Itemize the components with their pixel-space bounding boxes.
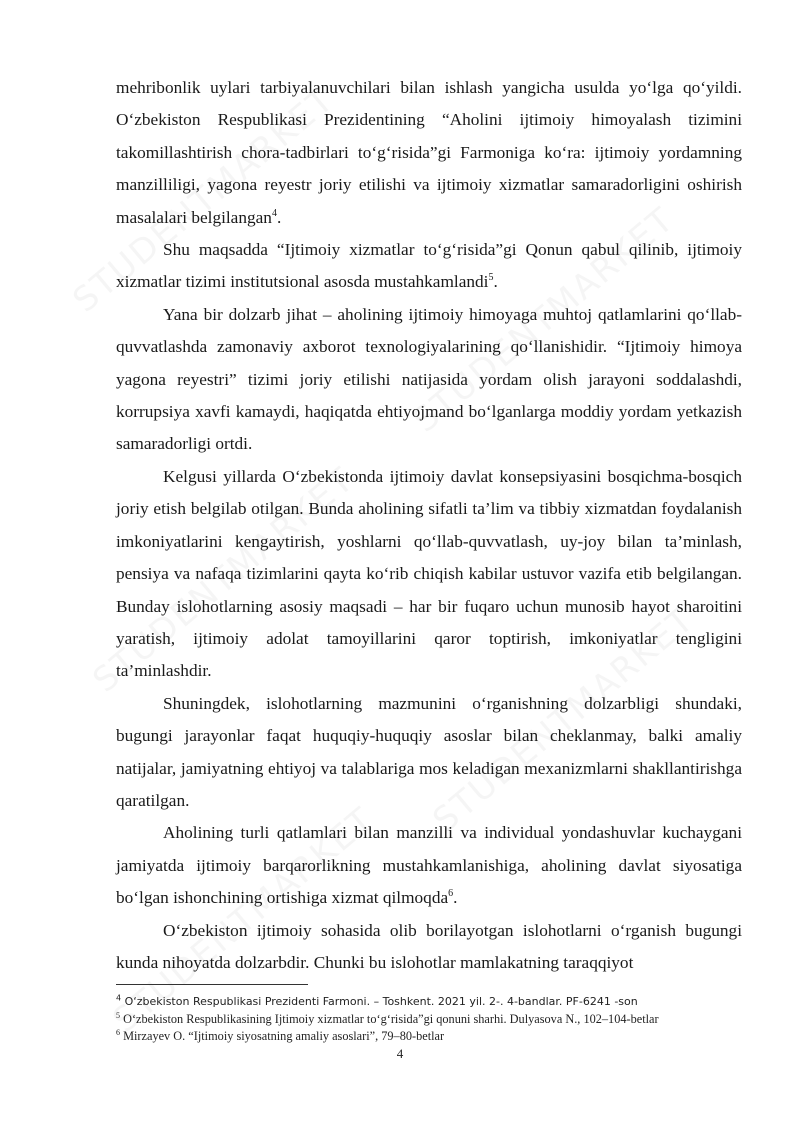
- footnote-separator: [116, 984, 308, 985]
- footnote-number: 4: [116, 993, 122, 1003]
- paragraph-text: Yana bir dolzarb jihat – aholining ijtimoiy himoyaga muhtoj qatlamlarini qo‘llab-quvvatlashda zamonaviy axborot texnologiyalarining qo‘llanishidir. “Ijtimoiy himoya yagona reyestri” tizimi joriy etilishi natijasida yordam olish jarayoni soddalashdi, korrupsiya xavfi kamaydi, haqiqatda ehtiyojmand bo‘lganlarga moddiy yordam yetkazish samaradorligi ortdi.: [116, 304, 742, 454]
- paragraph: [116, 234, 742, 299]
- paragraph-end: .: [453, 888, 458, 908]
- footnote-text: O‘zbekiston Respublikasining Ijtimoiy xizmatlar to‘g‘risida”gi qonuni sharhi. Dulyasova N., 102–104-betlar: [123, 1011, 659, 1026]
- footnote-text: O‘zbekiston Respublikasi Prezidenti Farmoni. – Toshkent. 2021 yil. 2-. 4-bandlar. PF-6241 -son: [124, 995, 638, 1008]
- paragraph: [116, 461, 742, 688]
- footnote-text: Mirzayev O. “Ijtimoiy siyosatning amaliy asoslari”, 79–80-betlar: [123, 1029, 445, 1043]
- paragraph-text: Kelgusi yillarda O‘zbekistonda ijtimoiy davlat konsepsiyasini bosqichma-bosqich joriy etish belgilab otilgan. Bunda aholining sifatli ta’lim va tibbiy xizmatdan foydalanish imkoniyatlarini kengaytirish, yoshlarni qo‘llab-quvvatlash, uy-joy bilan ta’minlash, pensiya va nafaqa tizimlarini qayta ko‘rib chiqish kabilar ustuvor vazifa etib belgilangan. Bunday islohotlarning asosiy maqsadi – har bir fuqaro uchun munosib hayot sharoitini yaratish, ijtimoiy adolat tamoyillarini qaror toptirish, imkoniyatlar tengligini ta’minlashdir.: [116, 466, 742, 681]
- paragraph: [116, 688, 742, 818]
- paragraph: [116, 72, 742, 234]
- paragraph-end: .: [276, 207, 282, 227]
- footnote: [116, 1028, 756, 1046]
- body-text: [116, 72, 742, 979]
- footnote-ref[interactable]: 5: [488, 272, 494, 284]
- paragraph-text: Shu maqsadda “Ijtimoiy xizmatlar to‘g‘risida”gi Qonun qabul qilinib, ijtimoiy xizmatlar tizimi institutsional asosda mustahkamlandi: [116, 240, 742, 292]
- paragraph-text: mehribonlik uylari tarbiyalanuvchilari bilan ishlash yangicha usulda yo‘lga qo‘yildi. O‘zbekiston Respublikasi Prezidentining “Aholini ijtimoiy himoyalash tizimini takomillashtirish chora-tadbirlari to‘g‘risida”gi Farmoniga ko‘ra: ijtimoiy yordamning manzilliligi, yagona reyestr joriy etilishi va ijtimoiy xizmatlar samaradorligini oshirish masalalari belgilangan: [116, 78, 742, 227]
- paragraph-text: Shuningdek, islohotlarning mazmunini o‘rganishning dolzarbligi shundaki, bugungi jarayonlar faqat huquqiy-huquqiy asoslar bilan cheklanmay, balki amaliy natijalar, jamiyatning ehtiyoj va talablariga mos keladigan mexanizmlarni shakllantirishga qaratilgan.: [116, 693, 742, 810]
- footnote-ref[interactable]: 4: [271, 207, 277, 219]
- paragraph-text: O‘zbekiston ijtimoiy sohasida olib borilayotgan islohotlarni o‘rganish bugungi kunda nihoyatda dolzarbdir. Chunki bu islohotlar mamlakatning taraqqiyot: [116, 920, 742, 972]
- page-number: 4: [396, 1046, 404, 1061]
- paragraph-text: Aholining turli qatlamlari bilan manzilli va individual yondashuvlar kuchaygani jamiyatda ijtimoiy barqarorlikning mustahkamlanishiga, aholining davlat siyosatiga bo‘lgan ishonchining ortishiga xizmat qilmoqda: [116, 823, 742, 908]
- footnote-ref[interactable]: 6: [448, 888, 454, 900]
- footnote: [116, 1011, 756, 1029]
- footnote-number: 6: [116, 1027, 120, 1037]
- footnote: [116, 993, 756, 1011]
- paragraph: [116, 915, 742, 980]
- paragraph: [116, 817, 742, 914]
- footnote-number: 5: [116, 1010, 120, 1020]
- paragraph: [116, 299, 742, 461]
- footnotes: [116, 993, 756, 1046]
- paragraph-end: .: [493, 272, 498, 292]
